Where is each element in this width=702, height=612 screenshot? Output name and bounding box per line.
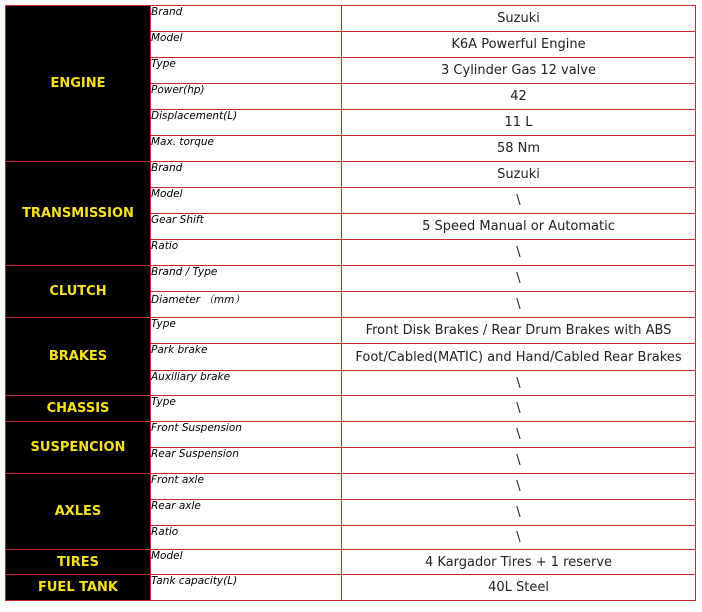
table-row [6,318,696,344]
row-label: Type [151,318,342,344]
table-row [6,575,696,601]
row-label: Model [151,550,342,575]
row-label: Ratio [151,526,342,550]
row-label: Auxiliary brake [151,371,342,396]
category-transmission: TRANSMISSION [6,162,151,266]
row-value: \ [342,240,696,266]
row-label: Model [151,32,342,58]
row-value: \ [342,396,696,422]
category-chassis: CHASSIS [6,396,151,422]
row-value: \ [342,266,696,292]
row-label: Gear Shift [151,214,342,240]
row-value: \ [342,474,696,500]
table-row [6,6,696,32]
row-label: Power(hp) [151,84,342,110]
row-value: Suzuki [342,162,696,188]
row-value: 58 Nm [342,136,696,162]
table-row [6,162,696,188]
row-value: K6A Powerful Engine [342,32,696,58]
row-label: Ratio [151,240,342,266]
table-row [6,422,696,448]
category-brakes: BRAKES [6,318,151,396]
category-fuel-tank: FUEL TANK [6,575,151,601]
row-value: \ [342,292,696,318]
row-label: Tank capacity(L) [151,575,342,601]
row-value: \ [342,422,696,448]
row-label: Brand [151,162,342,188]
row-value: \ [342,526,696,550]
row-value: 5 Speed Manual or Automatic [342,214,696,240]
row-value: \ [342,188,696,214]
table-row [6,396,696,422]
row-value: 11 L [342,110,696,136]
row-value: \ [342,500,696,526]
row-label: Displacement(L) [151,110,342,136]
row-label: Type [151,396,342,422]
row-label: Model [151,188,342,214]
row-label: Max. torque [151,136,342,162]
category-tires: TIRES [6,550,151,575]
table-row [6,474,696,500]
category-suspension: SUSPENCION [6,422,151,474]
row-value: Suzuki [342,6,696,32]
row-label: Brand / Type [151,266,342,292]
row-label: Rear axle [151,500,342,526]
row-label: Front Suspension [151,422,342,448]
row-value: 42 [342,84,696,110]
row-label: Park brake [151,344,342,371]
row-label: Diameter （mm） [151,292,342,318]
row-label: Type [151,58,342,84]
category-engine: ENGINE [6,6,151,162]
row-value: \ [342,371,696,396]
row-value: 4 Kargador Tires + 1 reserve [342,550,696,575]
row-value: Front Disk Brakes / Rear Drum Brakes with ABS [342,318,696,344]
spec-table [5,5,696,601]
table-row [6,550,696,575]
row-value: Foot/Cabled(MATIC) and Hand/Cabled Rear Brakes [342,344,696,371]
row-value: 3 Cylinder Gas 12 valve [342,58,696,84]
row-label: Front axle [151,474,342,500]
category-axles: AXLES [6,474,151,550]
row-value: \ [342,448,696,474]
table-row [6,266,696,292]
category-clutch: CLUTCH [6,266,151,318]
row-value: 40L Steel [342,575,696,601]
row-label: Rear Suspension [151,448,342,474]
row-label: Brand [151,6,342,32]
